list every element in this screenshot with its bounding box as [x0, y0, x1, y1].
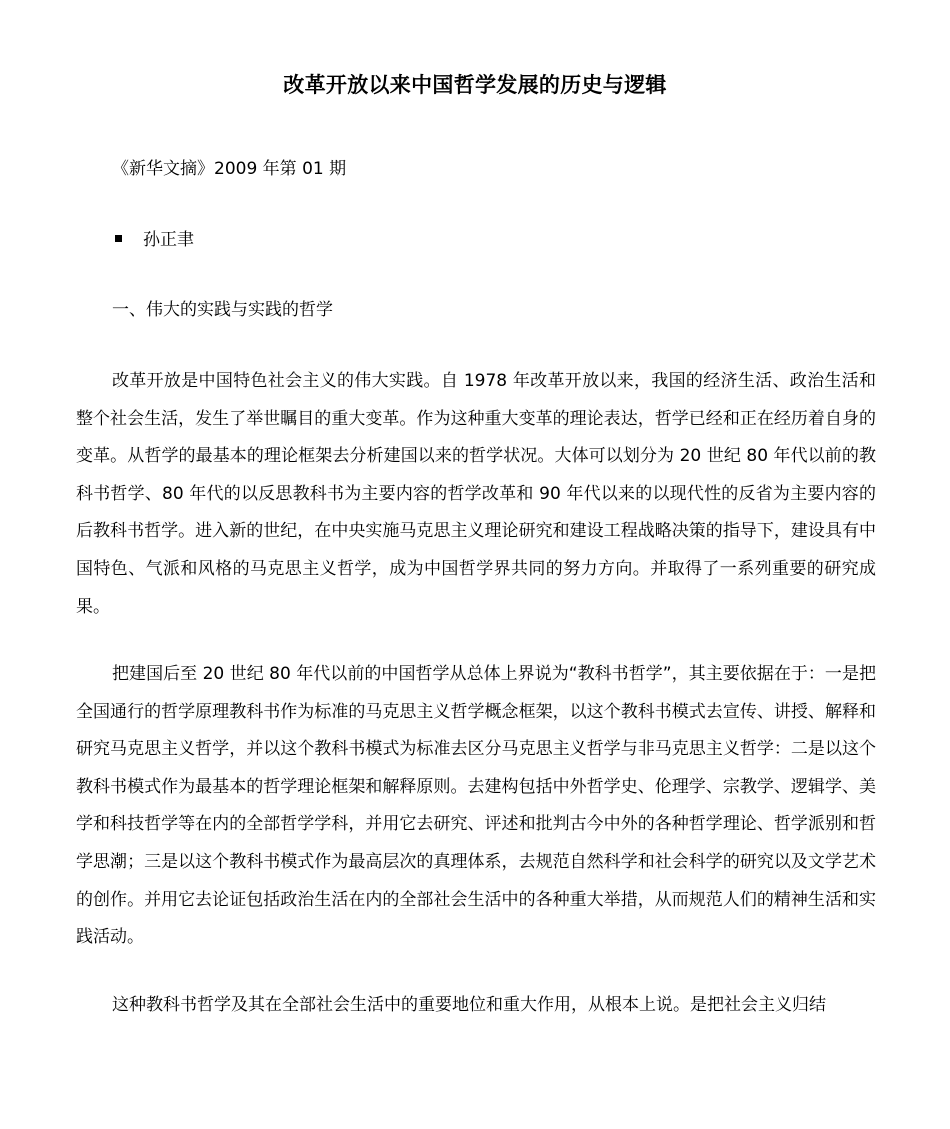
paragraph-1: 改革开放是中国特色社会主义的伟大实践。自 1978 年改革开放以来，我国的经济生活、政治生活和整个社会生活，发生了举世瞩目的重大变革。作为这种重大变革的理论表达，哲学已经和正在经历着自身的变革。从哲学的最基本的理论框架去分析建国以来的哲学状况。大体可以划分为 20 世纪 80 年代以前的教科书哲学、80 年代的以反思教科书为主要内容的哲学改革和 90 年代以来的以现代性的反省为主要内容的后教科书哲学。进入新的世纪，在中央实施马克思主义理论研究和建设工程战略决策的指导下，建设具有中国特色、气派和风格的马克思主义哲学，成为中国哲学界共同的努力方向。并取得了一系列重要的研究成果。	[76, 371, 876, 617]
section-heading: 一、伟大的实践与实践的哲学	[112, 300, 333, 320]
source-line: 《新华文摘》2009 年第 01 期	[112, 159, 347, 179]
author-row	[112, 228, 194, 252]
paragraph-3: 这种教科书哲学及其在全部社会生活中的重要地位和重大作用，从根本上说。是把社会主义归结	[112, 995, 826, 1015]
document-title: 改革开放以来中国哲学发展的历史与逻辑	[283, 73, 667, 97]
author-name: 孙正聿	[143, 230, 194, 250]
square-bullet-icon	[115, 235, 122, 242]
paragraph-2: 把建国后至 20 世纪 80 年代以前的中国哲学从总体上界说为“教科书哲学”，其主要依据在于：一是把全国通行的哲学原理教科书作为标准的马克思主义哲学概念框架，以这个教科书模式去宣传、讲授、解释和研究马克思主义哲学，并以这个教科书模式为标准去区分马克思主义哲学与非马克思主义哲学：二是以这个教科书模式作为最基本的哲学理论框架和解释原则。去建构包括中外哲学史、伦理学、宗教学、逻辑学、美学和科技哲学等在内的全部哲学学科，并用它去研究、评述和批判古今中外的各种哲学理论、哲学派别和哲学思潮；三是以这个教科书模式作为最高层次的真理体系，去规范自然科学和社会科学的研究以及文学艺术的创作。并用它去论证包括政治生活在内的全部社会生活中的各种重大举措，从而规范人们的精神生活和实践活动。	[76, 664, 876, 948]
